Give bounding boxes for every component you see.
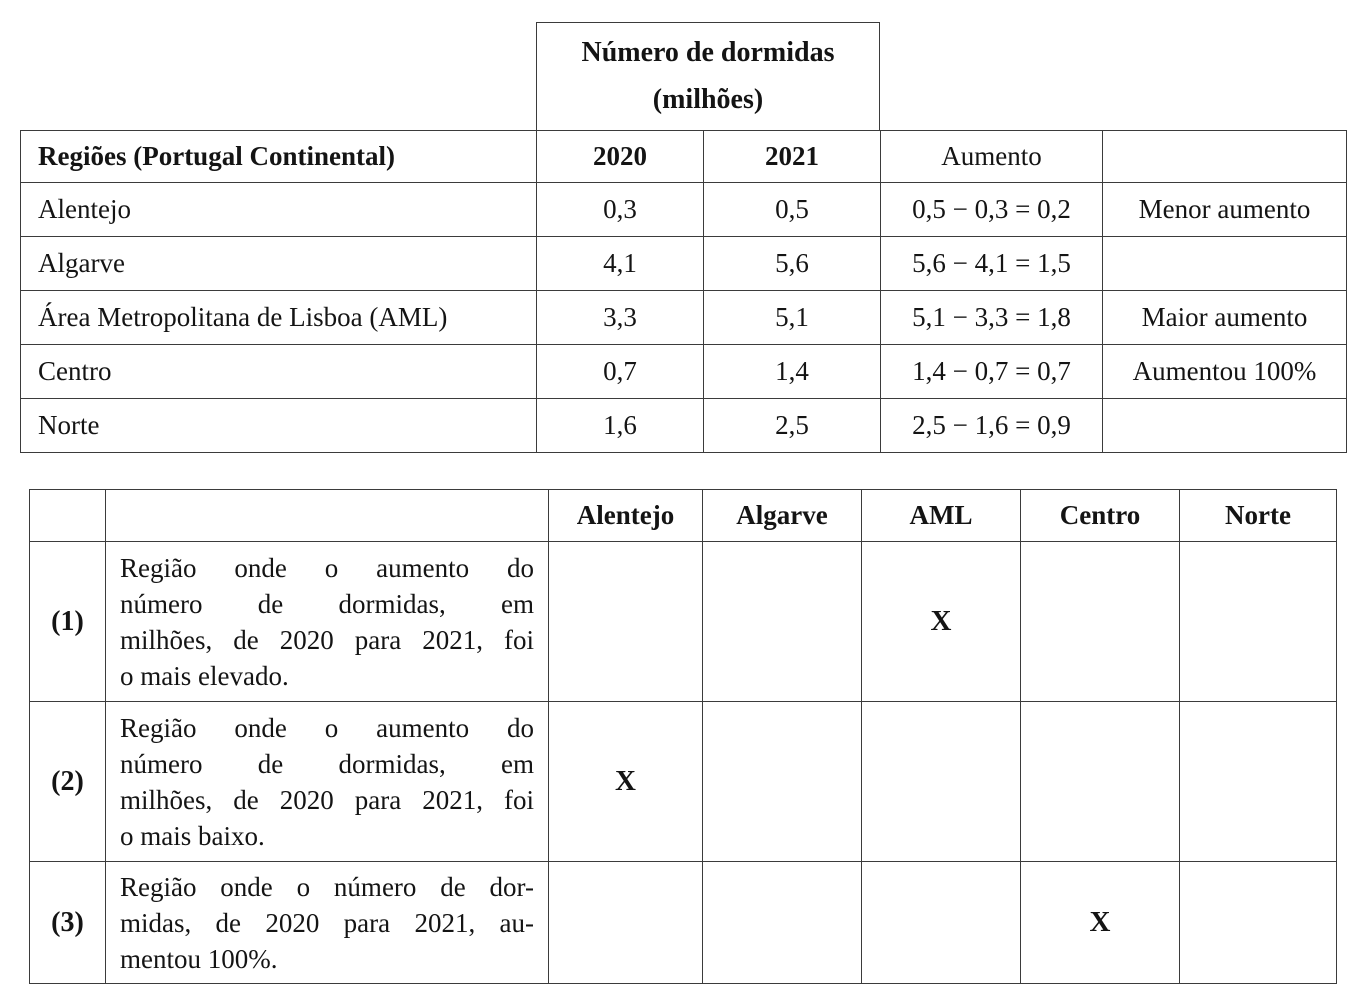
mark-cell-alentejo bbox=[549, 862, 703, 984]
mark-cell-algarve bbox=[703, 702, 862, 862]
statement-text: Região onde o aumento do número de dormidas, em milhões, de 2020 para 2021, foi o mais baixo. bbox=[106, 702, 549, 862]
table-row-centro bbox=[21, 345, 1347, 399]
mark-cell-centro bbox=[1021, 542, 1180, 702]
table2-header-algarve: Algarve bbox=[703, 490, 862, 542]
statement-text: Região onde o número de dor- midas, de 2020 para 2021, au- mentou 100%. bbox=[106, 862, 549, 984]
mark-cell-aml: X bbox=[862, 542, 1021, 702]
region-name-cell: Algarve bbox=[21, 237, 537, 291]
table2-header-alentejo: Alentejo bbox=[549, 490, 703, 542]
statement-row-3 bbox=[30, 862, 1337, 984]
value-2021-cell: 2,5 bbox=[704, 399, 881, 453]
note-cell bbox=[1103, 399, 1347, 453]
table1-header-aumento: Aumento bbox=[881, 131, 1103, 183]
increase-calc-cell: 5,1 − 3,3 = 1,8 bbox=[881, 291, 1103, 345]
table1-header-notes bbox=[1103, 131, 1347, 183]
table2-header-norte: Norte bbox=[1180, 490, 1337, 542]
note-cell bbox=[1103, 237, 1347, 291]
increase-calc-cell: 2,5 − 1,6 = 0,9 bbox=[881, 399, 1103, 453]
statement-number: (2) bbox=[30, 702, 106, 862]
note-cell: Maior aumento bbox=[1103, 291, 1347, 345]
statement-number: (1) bbox=[30, 542, 106, 702]
value-2020-cell: 3,3 bbox=[537, 291, 704, 345]
region-answer-matrix-table bbox=[29, 489, 1337, 984]
region-name-cell: Alentejo bbox=[21, 183, 537, 237]
spanning-header-line1: Número de dormidas bbox=[581, 37, 835, 69]
overnight-stays-table bbox=[20, 130, 1347, 453]
table1-header-2021: 2021 bbox=[704, 131, 881, 183]
value-2020-cell: 1,6 bbox=[537, 399, 704, 453]
table2-header-centro: Centro bbox=[1021, 490, 1180, 542]
mark-cell-norte bbox=[1180, 702, 1337, 862]
spanning-header-dormidas bbox=[536, 22, 880, 130]
value-2021-cell: 1,4 bbox=[704, 345, 881, 399]
table-row-algarve bbox=[21, 237, 1347, 291]
value-2021-cell: 5,6 bbox=[704, 237, 881, 291]
table2-header-empty-num bbox=[30, 490, 106, 542]
statement-text: Região onde o aumento do número de dormidas, em milhões, de 2020 para 2021, foi o mais elevado. bbox=[106, 542, 549, 702]
table2-header-empty-desc bbox=[106, 490, 549, 542]
mark-cell-algarve bbox=[703, 862, 862, 984]
statement-row-2 bbox=[30, 702, 1337, 862]
mark-cell-algarve bbox=[703, 542, 862, 702]
table-row-norte bbox=[21, 399, 1347, 453]
table2-header-aml: AML bbox=[862, 490, 1021, 542]
increase-calc-cell: 5,6 − 4,1 = 1,5 bbox=[881, 237, 1103, 291]
table1-header-row bbox=[21, 131, 1347, 183]
region-name-cell: Área Metropolitana de Lisboa (AML) bbox=[21, 291, 537, 345]
table-row-alentejo bbox=[21, 183, 1347, 237]
region-name-cell: Norte bbox=[21, 399, 537, 453]
increase-calc-cell: 0,5 − 0,3 = 0,2 bbox=[881, 183, 1103, 237]
increase-calc-cell: 1,4 − 0,7 = 0,7 bbox=[881, 345, 1103, 399]
value-2021-cell: 0,5 bbox=[704, 183, 881, 237]
mark-cell-aml bbox=[862, 702, 1021, 862]
note-cell: Aumentou 100% bbox=[1103, 345, 1347, 399]
value-2020-cell: 4,1 bbox=[537, 237, 704, 291]
mark-cell-aml bbox=[862, 862, 1021, 984]
spanning-header-line2: (milhões) bbox=[652, 83, 764, 115]
table2-header-row bbox=[30, 490, 1337, 542]
mark-cell-norte bbox=[1180, 862, 1337, 984]
value-2021-cell: 5,1 bbox=[704, 291, 881, 345]
table1-header-2020: 2020 bbox=[537, 131, 704, 183]
value-2020-cell: 0,3 bbox=[537, 183, 704, 237]
mark-cell-alentejo: X bbox=[549, 702, 703, 862]
mark-cell-norte bbox=[1180, 542, 1337, 702]
region-name-cell: Centro bbox=[21, 345, 537, 399]
mark-cell-alentejo bbox=[549, 542, 703, 702]
mark-cell-centro: X bbox=[1021, 862, 1180, 984]
value-2020-cell: 0,7 bbox=[537, 345, 704, 399]
mark-cell-centro bbox=[1021, 702, 1180, 862]
note-cell: Menor aumento bbox=[1103, 183, 1347, 237]
statement-number: (3) bbox=[30, 862, 106, 984]
table1-header-regions: Regiões (Portugal Continental) bbox=[21, 131, 537, 183]
table-row-aml bbox=[21, 291, 1347, 345]
statement-row-1 bbox=[30, 542, 1337, 702]
